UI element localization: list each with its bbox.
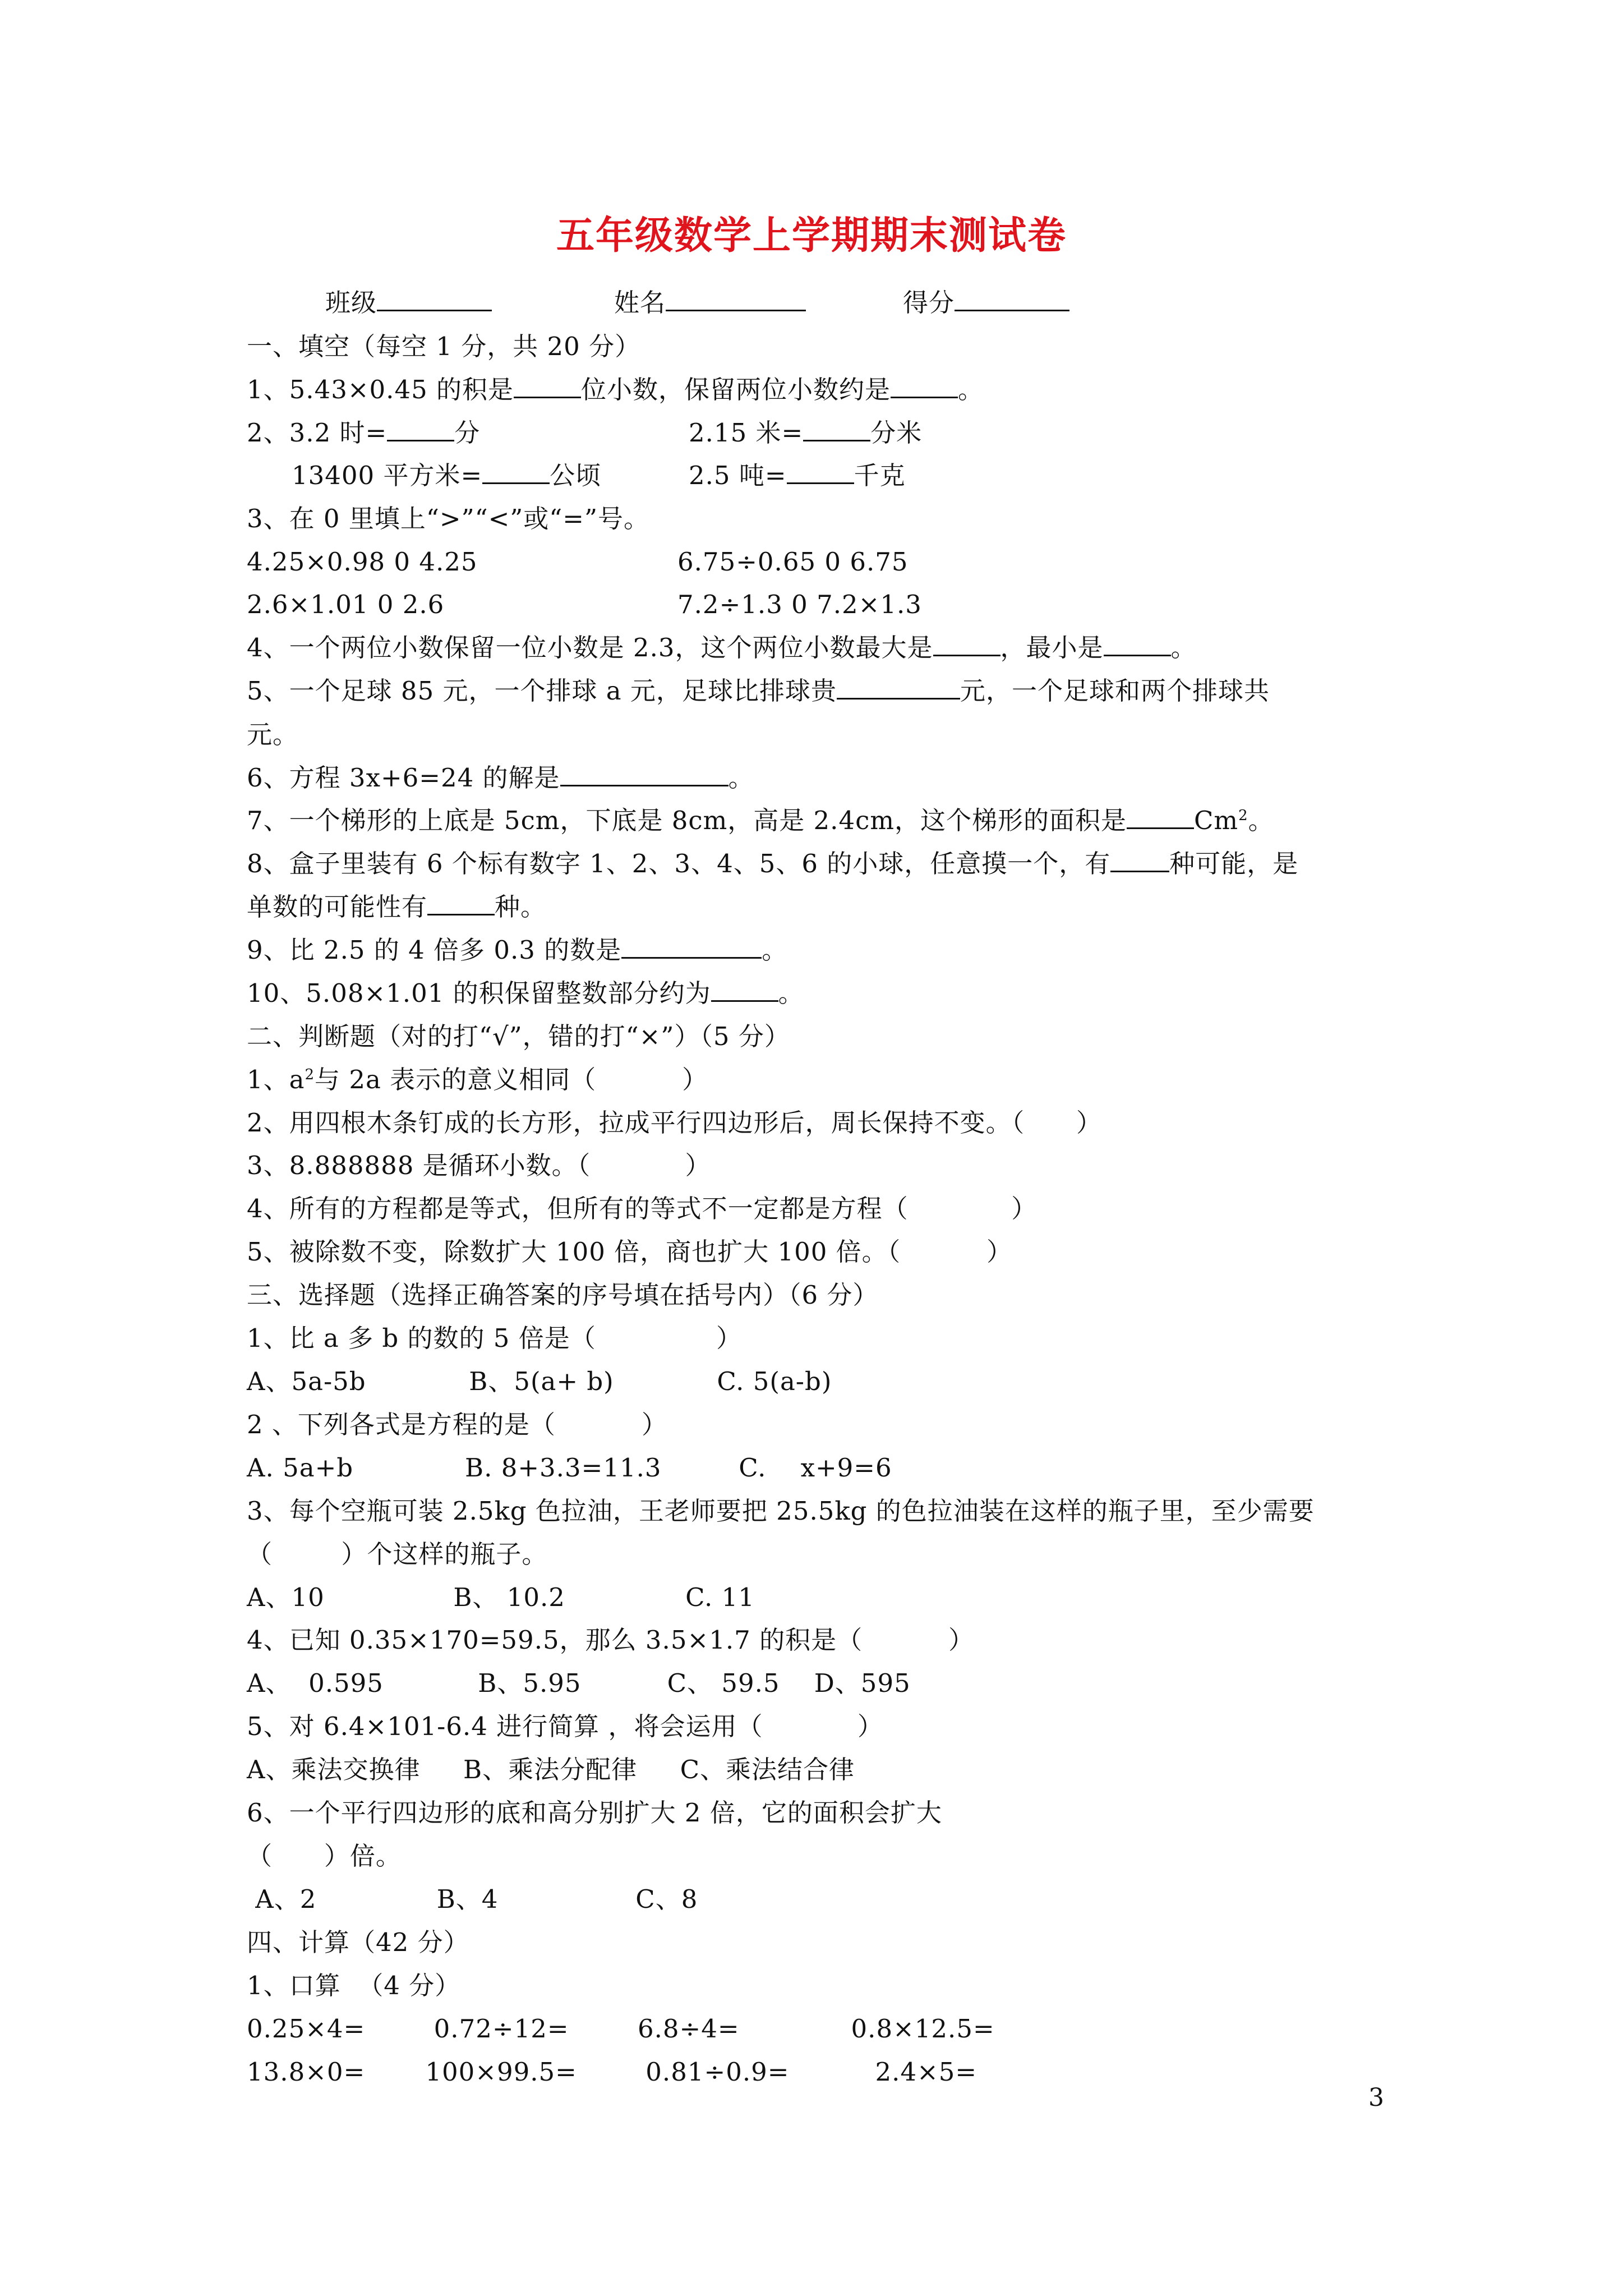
s1-q3-row1b: 6.75÷0.65 0 6.75: [677, 547, 909, 577]
s1-q7: 7、一个梯形的上底是 5cm，下底是 8cm，高是 2.4cm，这个梯形的面积是 Cm$^2$。: [247, 806, 1274, 835]
class-label: 班级: [325, 288, 377, 318]
s3-q1: 1、比 a 多 b 的数的 5 倍是（ ）: [247, 1323, 742, 1353]
section1-heading: 一、填空（每空 1 分，共 20 分）: [247, 332, 641, 361]
answer-blank[interactable]: [1127, 805, 1194, 829]
s1-q3-row1a: 4.25×0.98 0 4.25: [247, 547, 478, 577]
s3-q4: 4、已知 0.35×170=59.5，那么 3.5×1.7 的积是（ ）: [247, 1625, 975, 1655]
score-label: 得分: [903, 288, 955, 318]
s3-q5-options: A、乘法交换律 B、乘法分配律 C、乘法结合律: [247, 1755, 855, 1784]
s4-mental-row1: 0.25×4= 0.72÷12= 6.8÷4= 0.8×12.5=: [247, 2014, 995, 2044]
s4-sub1: 1、口算 （4 分）: [247, 1971, 461, 2000]
s2-q5: 5、被除数不变，除数扩大 100 倍，商也扩大 100 倍。（ ）: [247, 1237, 1013, 1267]
s2-q1: 1、$a^2$与 2a 表示的意义相同（ ）: [247, 1065, 708, 1094]
s1-q9: 9、比 2.5 的 4 倍多 0.3 的数是 。: [247, 935, 788, 965]
s1-q6: 6、方程 3x+6=24 的解是 。: [247, 763, 754, 793]
s3-q1-options: A、5a-5b B、5(a+ b) C. 5(a-b): [247, 1366, 832, 1396]
section4-heading: 四、计算（42 分）: [247, 1927, 469, 1957]
s1-q8: 8、盒子里装有 6 个标有数字 1、2、3、4、5、6 的小球，任意摸一个，有 种可能，是: [247, 849, 1299, 878]
answer-blank[interactable]: [711, 978, 778, 1002]
score-line: [903, 286, 1069, 320]
s1-q8-cont: 单数的可能性有 种。: [247, 892, 547, 922]
answer-blank[interactable]: [803, 417, 870, 441]
answer-blank[interactable]: [560, 762, 728, 786]
page-title: 五年级数学上学期期末测试卷: [556, 213, 1067, 258]
info-line: [325, 286, 492, 320]
answer-blank[interactable]: [787, 460, 854, 484]
section3-heading: 三、选择题（选择正确答案的序号填在括号内）（6 分）: [247, 1280, 879, 1310]
class-blank[interactable]: [377, 287, 492, 311]
s3-q3-options: A、10 B、 10.2 C. 11: [247, 1582, 755, 1612]
s4-mental-row2: 13.8×0= 100×99.5= 0.81÷0.9= 2.4×5=: [247, 2057, 978, 2087]
s3-q6: 6、一个平行四边形的底和高分别扩大 2 倍，它的面积会扩大: [247, 1798, 942, 1828]
s2-q3: 3、8.888888 是循环小数。（ ）: [247, 1151, 711, 1180]
s1-q5: 5、一个足球 85 元，一个排球 a 元，足球比排球贵 元，一个足球和两个排球共: [247, 676, 1270, 706]
answer-blank[interactable]: [933, 632, 1000, 656]
page-number: 3: [1368, 2083, 1384, 2112]
s1-q2-b: 2.15 米= 分米: [689, 418, 923, 448]
s1-q10: 10、5.08×1.01 的积保留整数部分约为 。: [247, 978, 804, 1008]
name-line: [614, 286, 806, 320]
name-label: 姓名: [614, 288, 666, 318]
s3-q5: 5、对 6.4×101-6.4 进行简算 ，将会运用（ ）: [247, 1711, 883, 1741]
s3-q2-options: A. 5a+b B. 8+3.3=11.3 C. x+9=6: [247, 1453, 892, 1483]
s3-q6-options: A、2 B、4 C、8: [247, 1884, 698, 1914]
answer-blank[interactable]: [427, 891, 495, 915]
s1-q2-c: 13400 平方米= 公顷: [292, 461, 602, 490]
s3-q4-options: A、 0.595 B、5.95 C、 59.5 D、595: [247, 1668, 911, 1698]
answer-blank[interactable]: [1104, 632, 1171, 656]
answer-blank[interactable]: [837, 675, 960, 700]
s3-q3: 3、每个空瓶可装 2.5kg 色拉油，王老师要把 25.5kg 的色拉油装在这样的瓶子里，至少需要: [247, 1496, 1315, 1526]
s1-q5-cont: 元。: [247, 720, 299, 749]
s1-q3-row2a: 2.6×1.01 0 2.6: [247, 590, 445, 619]
answer-blank[interactable]: [482, 460, 550, 484]
section2-heading: 二、判断题（对的打“√”，错的打“×”）（5 分）: [247, 1022, 790, 1051]
s1-q1: 1、5.43×0.45 的积是 位小数，保留两位小数约是 。: [247, 375, 984, 404]
answer-blank[interactable]: [514, 374, 581, 398]
answer-blank[interactable]: [621, 935, 762, 959]
s1-q3: 3、在 0 里填上“>”“<”或“=”号。: [247, 504, 650, 533]
s1-q2-a: 2、3.2 时= 分: [247, 418, 481, 448]
s1-q2-d: 2.5 吨= 千克: [689, 461, 906, 490]
s3-q2: 2 、下列各式是方程的是（ ）: [247, 1410, 667, 1439]
answer-blank[interactable]: [1110, 848, 1169, 872]
s1-q3-row2b: 7.2÷1.3 0 7.2×1.3: [677, 590, 922, 619]
s3-q3-cont: （ ）个这样的瓶子。: [247, 1539, 548, 1569]
name-blank[interactable]: [666, 287, 806, 311]
answer-blank[interactable]: [891, 374, 958, 398]
s1-q4: 4、一个两位小数保留一位小数是 2.3，这个两位小数最大是 ，最小是 。: [247, 633, 1197, 662]
s2-q2: 2、用四根木条钉成的长方形，拉成平行四边形后，周长保持不变。（ ）: [247, 1108, 1102, 1138]
s3-q6-cont: （ ）倍。: [247, 1841, 402, 1871]
answer-blank[interactable]: [387, 417, 454, 441]
score-blank[interactable]: [955, 287, 1069, 311]
s2-q4: 4、所有的方程都是等式，但所有的等式不一定都是方程（ ）: [247, 1194, 1038, 1223]
